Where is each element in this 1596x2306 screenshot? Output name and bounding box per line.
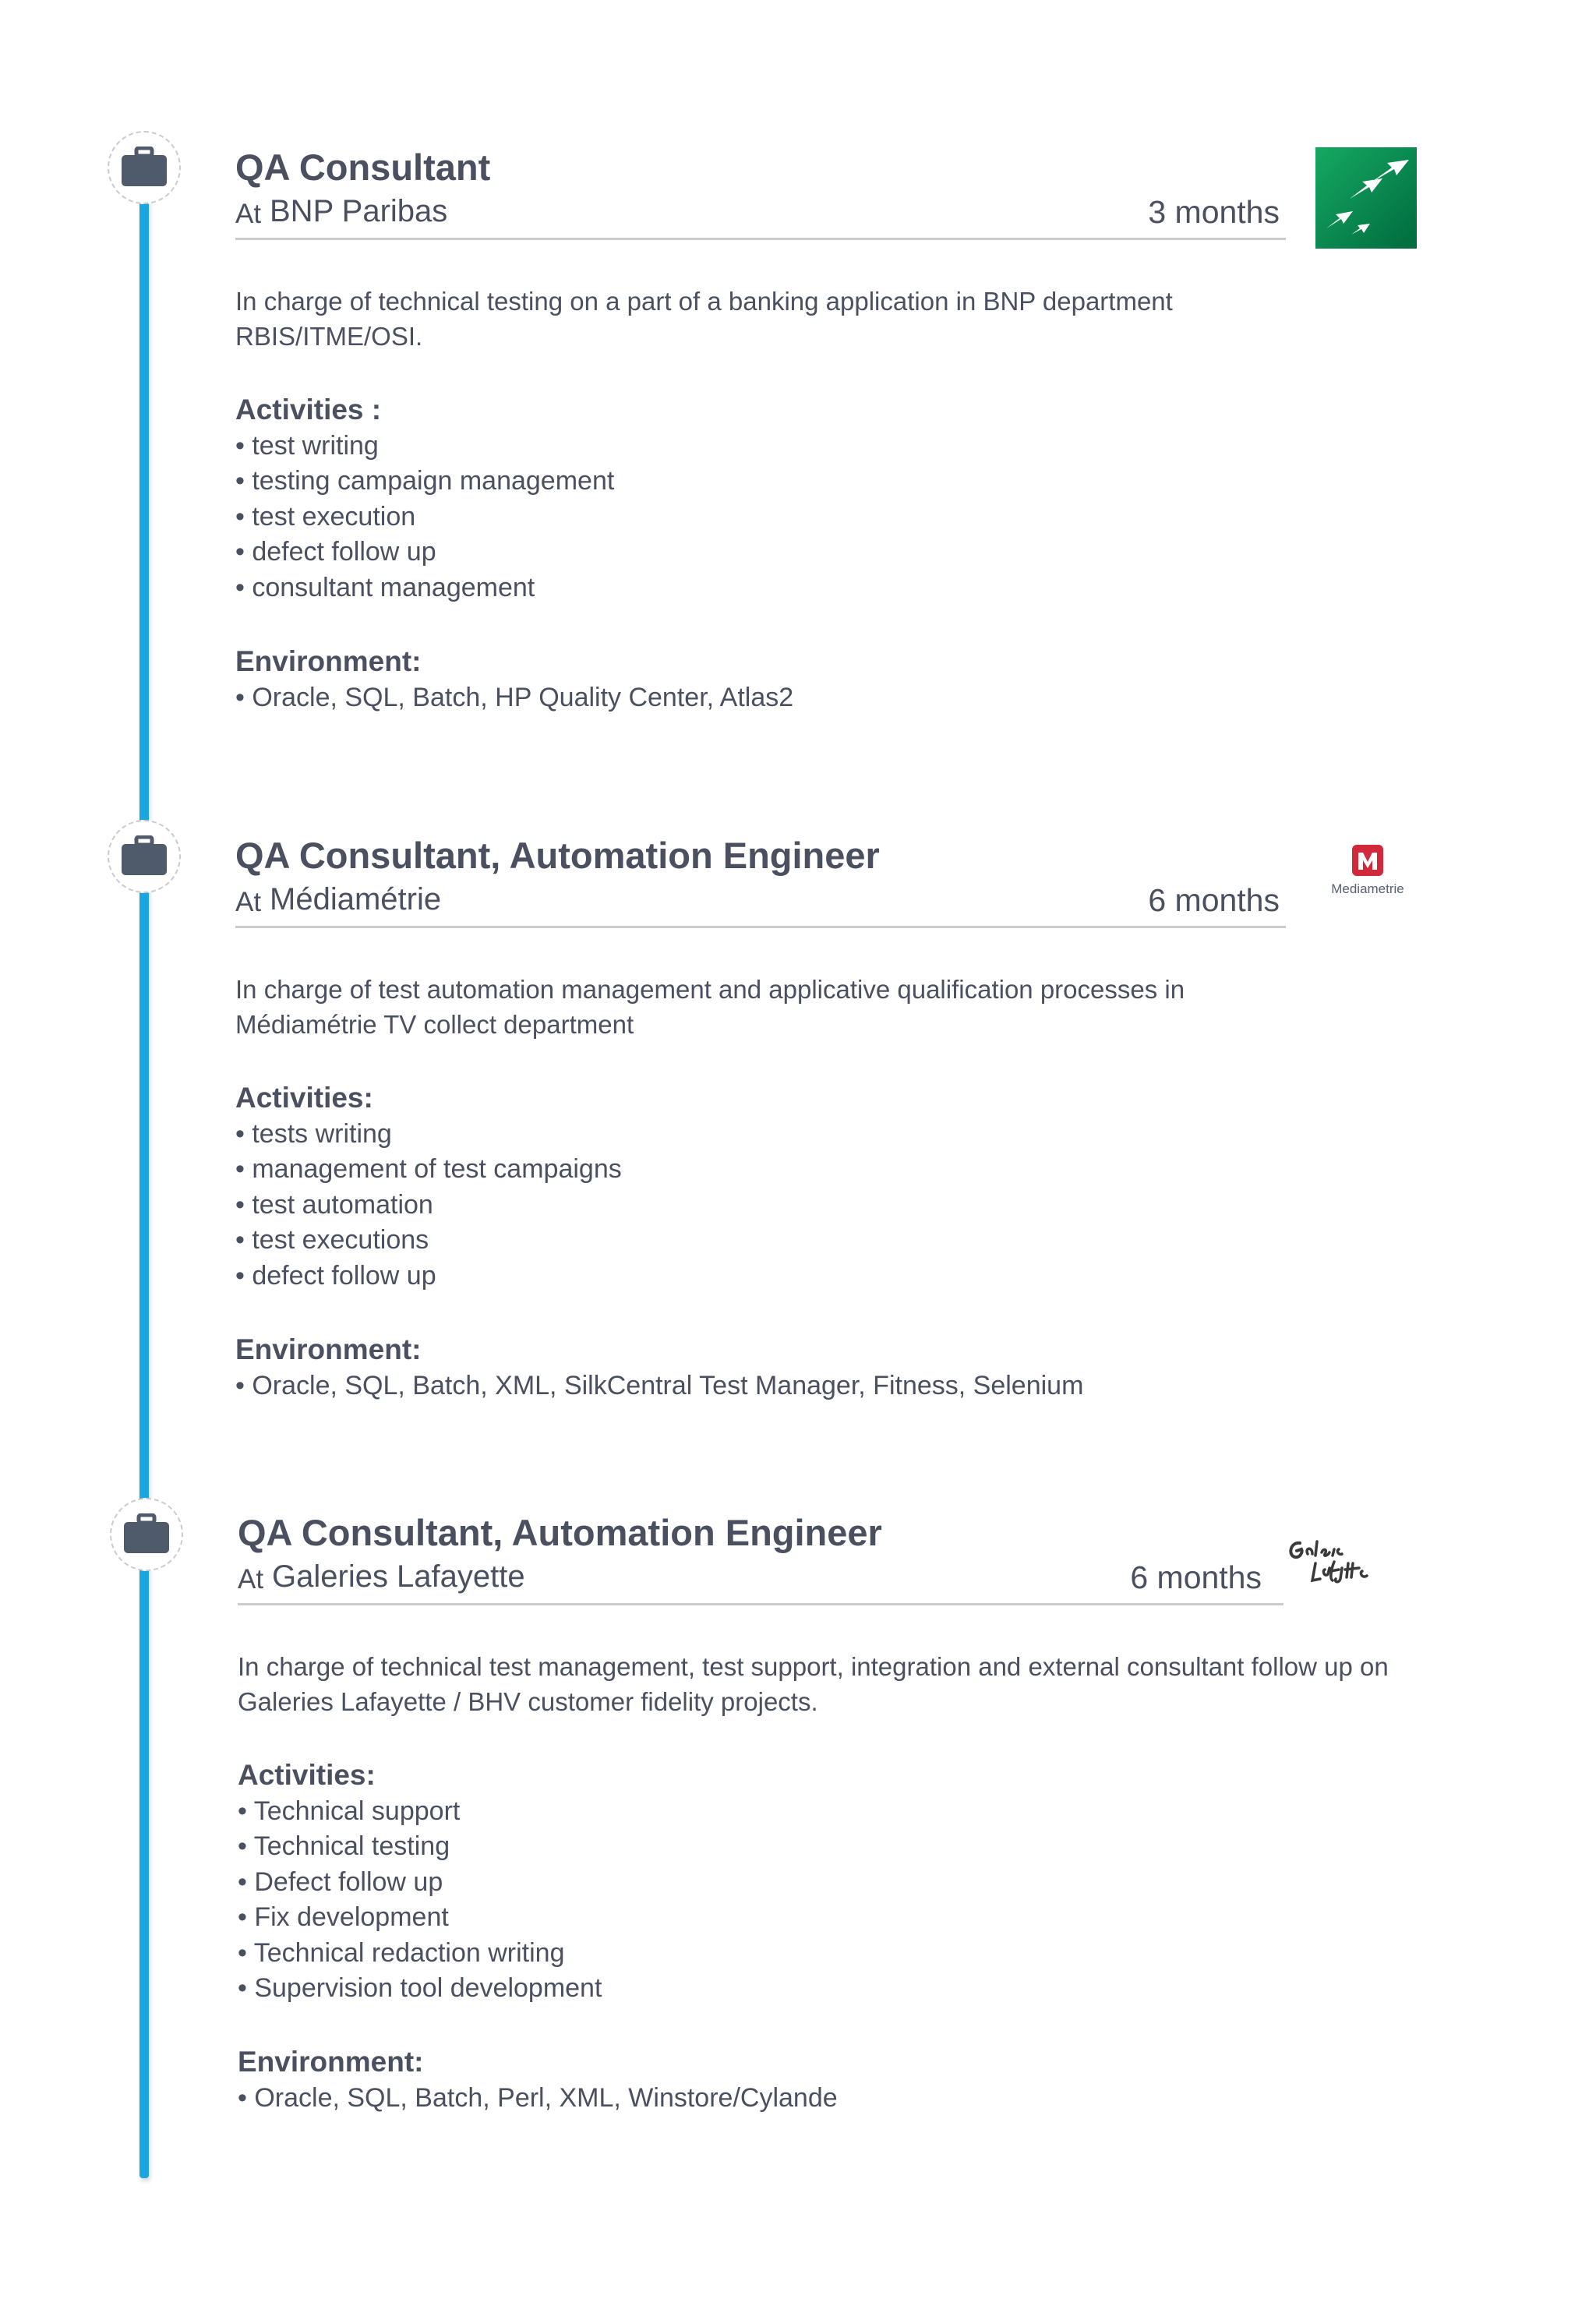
list-item: • defect follow up (235, 1260, 436, 1291)
list-item: • test writing (235, 431, 379, 461)
job-subheader (235, 191, 1286, 240)
list-item: • test execution (235, 501, 416, 531)
job-title: QA Consultant (235, 147, 491, 188)
briefcase-icon (120, 835, 168, 878)
list-item: • defect follow up (235, 537, 436, 567)
activities-list (238, 1794, 1422, 2006)
mediametrie-logo-text: Mediametrie (1331, 881, 1404, 896)
list-item: • Defect follow up (238, 1866, 443, 1897)
job-duration: 6 months (1148, 882, 1280, 918)
company-name: Médiamétrie (270, 882, 442, 916)
briefcase-icon (122, 1513, 171, 1556)
environment-item: • Oracle, SQL, Batch, Perl, XML, Winstore/Cylande (238, 2083, 838, 2114)
list-item: • Supervision tool development (238, 1973, 602, 2004)
job-title: QA Consultant, Automation Engineer (235, 835, 880, 876)
bnp-logo-icon (1315, 147, 1417, 249)
galeries-lafayette-logo-icon (1284, 1532, 1387, 1587)
activities-heading: Activities: (238, 1759, 376, 1791)
job-duration: 3 months (1148, 194, 1280, 230)
at-label: At (235, 199, 262, 229)
briefcase-node-3 (110, 1498, 183, 1571)
list-item: • tests writing (235, 1119, 392, 1149)
job-subheader (235, 879, 1286, 928)
list-item: • Technical testing (238, 1831, 450, 1862)
job-duration: 6 months (1130, 1559, 1262, 1595)
activities-heading: Activities : (235, 394, 382, 426)
environment-item: • Oracle, SQL, Batch, XML, SilkCentral Test Manager, Fitness, Selenium (235, 1371, 1084, 1401)
company-name: BNP Paribas (270, 194, 448, 228)
list-item: • testing campaign management (235, 466, 615, 496)
job-entry-2 (235, 832, 1420, 1404)
job-entry-3 (238, 1510, 1422, 2117)
job-description: In charge of technical test management, test support, integration and external consultant follow up on Galeries Lafayette / BHV customer fidelity projects. (238, 1652, 1389, 1716)
list-item: • test automation (235, 1189, 433, 1220)
job-subheader (238, 1556, 1284, 1605)
list-item: • Technical redaction writing (238, 1937, 565, 1968)
list-item: • Technical support (238, 1796, 461, 1826)
activities-heading: Activities: (235, 1082, 373, 1114)
environment-item: • Oracle, SQL, Batch, HP Quality Center, Atlas2 (235, 683, 794, 713)
job-title: QA Consultant, Automation Engineer (238, 1512, 882, 1553)
activities-list (235, 1117, 1420, 1294)
mediametrie-logo-icon (1351, 843, 1385, 878)
environment-heading: Environment: (235, 645, 422, 678)
job-description: In charge of test automation management and applicative qualification processes in Médiamétrie TV collect department (235, 975, 1185, 1039)
at-label: At (235, 887, 262, 917)
mediametrie-logo (1317, 843, 1418, 897)
job-entry-1 (235, 144, 1420, 715)
briefcase-node-2 (108, 820, 181, 893)
list-item: • management of test campaigns (235, 1154, 622, 1185)
bnp-paribas-logo (1315, 147, 1417, 252)
environment-heading: Environment: (235, 1333, 422, 1366)
environment-heading: Environment: (238, 2046, 424, 2078)
briefcase-node-1 (108, 131, 181, 204)
timeline-line (139, 195, 149, 2178)
briefcase-icon (120, 147, 168, 189)
list-item: • Fix development (238, 1902, 449, 1933)
at-label: At (238, 1564, 264, 1594)
list-item: • test executions (235, 1225, 429, 1255)
job-description: In charge of technical testing on a part of a banking application in BNP department RBIS/ITME/OSI. (235, 287, 1173, 351)
galeries-lafayette-logo (1284, 1532, 1387, 1591)
company-name: Galeries Lafayette (272, 1559, 525, 1594)
activities-list (235, 429, 1420, 606)
list-item: • consultant management (235, 572, 535, 602)
